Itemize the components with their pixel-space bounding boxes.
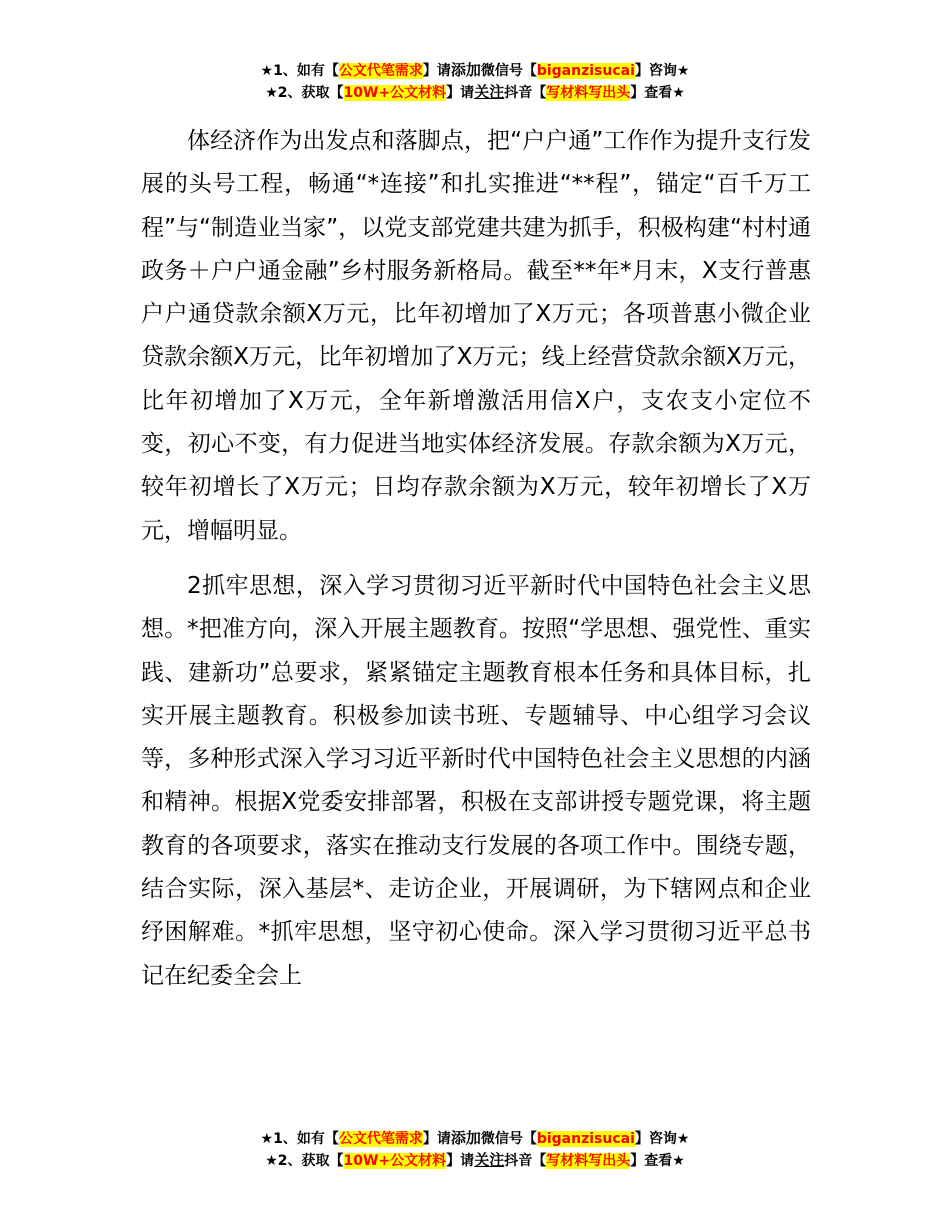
banner-text: 】查看★ [630,85,685,101]
banner-highlight: 公文代笔需求 [338,63,423,79]
banner-emphasis: 关注 [474,1151,505,1169]
banner-text: 微信号【 [480,63,537,79]
banner-text: 】请 [422,1131,451,1147]
banner-text: 】请 [446,1153,475,1169]
banner-highlight: 10W+公文材料 [343,85,447,101]
banner-text: ★2、获取【 [265,85,344,101]
body-paragraph: 2抓牢思想，深入学习贯彻习近平新时代中国特色社会主义思想。*把准方向，深入开展主题教育。按照“学思想、强党性、重实践、建新功”总要求，紧紧锚定主题教育根本任务和具体目标，扎实开展主题教育。积极参加读书班、专题辅导、中心组学习会议等，多种形式深入学习习近平新时代中国特色社会主义思想的内涵和精神。根据X党委安排部署，积极在支部讲授专题党课，将主题教育的各项要求，落实在推动支行发展的各项工作中。围绕专题，结合实际，深入基层*、走访企业，开展调研，为下辖网点和企业纾困解难。*抓牢思想，坚守初心使命。深入学习贯彻习近平总书记在纪委全会上 [141,572,811,989]
footer-line-2 [0,1150,950,1172]
header-banner [0,60,950,104]
body-paragraph: 体经济作为出发点和落脚点，把“户户通”工作作为提升支行发展的头号工程，畅通“*连接”和扎实推进“**程”，锚定“百千万工程”与“制造业当家”，以党支部党建共建为抓手，积极构建“村村通政务＋户户通金融”乡村服务新格局。截至**年*月末，X支行普惠户户通贷款余额X万元，比年初增加了X万元；各项普惠小微企业贷款余额X万元，比年初增加了X万元；线上经营贷款余额X万元，比年初增加了X万元，全年新增激活用信X户，支农支小定位不变，初心不变，有力促进当地实体经济发展。存款余额为X万元，较年初增长了X万元；日均存款余额为X万元，较年初增长了X万元，增幅明显。 [141,128,811,544]
banner-text: 】查看★ [630,1153,685,1169]
banner-emphasis: 添加 [450,61,481,79]
banner-wechat-id: biganzisucai [536,63,635,79]
header-line-1 [0,60,950,82]
banner-highlight: 公文代笔需求 [338,1131,423,1147]
banner-highlight: 写材料写出头 [546,85,631,101]
banner-text: 】咨询★ [634,1131,690,1147]
footer-line-1 [0,1128,950,1150]
banner-text: 抖音【 [504,1153,547,1169]
banner-wechat-id: biganzisucai [536,1131,635,1147]
banner-highlight: 10W+公文材料 [343,1153,447,1169]
banner-emphasis: 添加 [450,1129,481,1147]
banner-text: 】请 [446,85,475,101]
banner-text: 】请 [422,63,451,79]
banner-text: 抖音【 [504,85,547,101]
banner-text: 微信号【 [480,1131,537,1147]
document-body [141,120,811,998]
banner-emphasis: 关注 [474,83,505,101]
footer-banner [0,1128,950,1172]
header-line-2 [0,82,950,104]
banner-text: 】咨询★ [634,63,690,79]
banner-text: ★2、获取【 [265,1153,344,1169]
banner-text: ★1、如有【 [260,63,339,79]
banner-text: ★1、如有【 [260,1131,339,1147]
banner-highlight: 写材料写出头 [546,1153,631,1169]
